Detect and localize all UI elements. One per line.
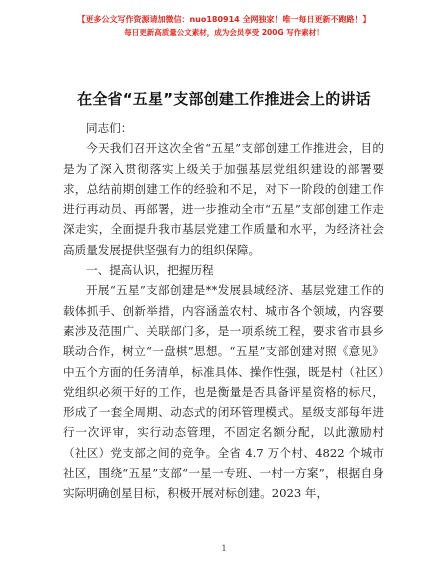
section-heading: 一、提高认识，把握历程 [86,263,214,278]
document-title: 在全省“五星”支部创建工作推进会上的讲话 [77,90,371,108]
body-paragraph: 开展“五星”支部创建是**发展县域经济、基层党建工作的载体抓手、创新举措，内容涵盖农村、城市各个领域，内容要素涉及范围广、关联部门多，是一项系统工程，要求省市县乡联动合作，树立“一盘棋”思想。“五星”支部创建对照《意见》中五个方面的任务清单，标准具体、操作性强，既是村（社区）党组织必须干好的工作，也是衡量是否具备评星资格的标尺，形成了一套全周期、动态式的闭环管理模式。星级支部每年进行一次评审，实行动态管理，不固定名额分配，以此激励村（社区）党支部之间的竞争。全省 4.7 万个村、4822 个城市社区，围绕“五星”支部“一星一专班、一村一方案”，根据自身实际明确创星目标，积极开展对标创建。2023 年， [63,283,384,501]
body-paragraph: 今天我们召开这次全省“五星”支部创建工作推进会，目的是为了深入贯彻落实上级关于加强基层党组织建设的部署要求，总结前期创建工作的经验和不足，对下一阶段的创建工作进行再动员、再部署，进一步推动全市“五星”支部创建工作走深走实，全面提升我市基层党建工作质量和水平，为经济社会高质量发展提供坚强有力的组织保障。 [63,141,384,257]
document-body [63,118,384,504]
page-number: 1 [221,544,227,553]
salutation: 同志们： [86,121,133,135]
promo-banner-line-1: 【更多公文写作资源请加微信：nuo180914 全网独家！唯一每日更新不跑路！】 [77,15,371,24]
promo-banner-line-2: 每日更新高质量公文素材，成为会员享受 200G 写作素材！ [124,28,324,37]
promo-banner [0,14,448,38]
